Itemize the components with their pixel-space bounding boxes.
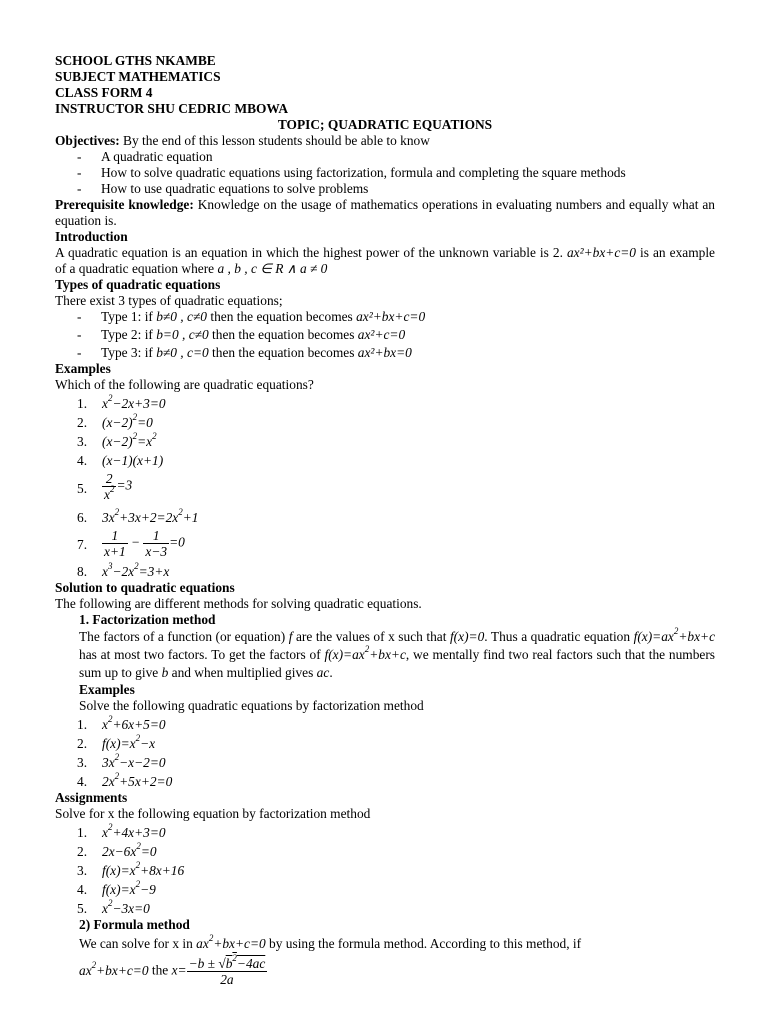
type-item: - Type 1: if b≠0 , c≠0 then the equation becomes ax²+bx+c=0 xyxy=(55,309,715,325)
method1-examples-intro: Solve the following quadratic equations by factorization method xyxy=(79,698,424,713)
method1-examples-heading: Examples xyxy=(79,682,135,697)
solution-heading: Solution to quadratic equations xyxy=(55,580,235,595)
example-item: 7. $\frac{1}{x+1}$ − $\frac{1}{x-3}$ =0 xyxy=(77,528,185,559)
example-item: 4. (x−1)(x+1) xyxy=(77,453,164,468)
example-item: 3. $(x-2)^2=x^2$ xyxy=(77,431,157,449)
objective-item: - How to solve quadratic equations using factorization, formula and completing the square methods xyxy=(55,165,715,181)
topic-title: TOPIC; QUADRATIC EQUATIONS xyxy=(277,117,493,132)
method1-paragraph: The factors of a function (or equation) f are the values of x such that f(x)=0. Thus a quadratic equation $f(x)=ax^2+bx+c$ has at most two factors. To get the factors of $f(x)=ax^2+bx+c$, we mentally find two real factors such that the numbers sum up to give b and when multiplied gives ac. xyxy=(79,626,716,680)
assignment-item: 4. $f(x)=x^2-9$ xyxy=(77,879,156,897)
introduction-heading: Introduction xyxy=(55,229,128,244)
class-line: CLASS FORM 4 xyxy=(55,85,153,100)
formula-line: $ax^2+bx+c=0$ the x= $\frac{-b \pm √b^2-4ac}{2a}$ xyxy=(79,953,266,987)
document-page xyxy=(55,53,715,987)
examples-question: Which of the following are quadratic equations? xyxy=(55,377,314,392)
school-line: SCHOOL GTHS NKAMBE xyxy=(55,53,216,68)
prerequisite-paragraph: Prerequisite knowledge: Knowledge on the usage of mathematics operations in evaluating numbers and equally what an equation is. xyxy=(55,197,715,228)
assignment-item: 5. $x^2-3x=0$ xyxy=(77,898,150,916)
factor-example: 2. $f(x)=x^2-x$ xyxy=(77,733,156,751)
objectives-line: Objectives: By the end of this lesson students should be able to know xyxy=(55,133,430,148)
type-item: - Type 3: if b≠0 , c=0 then the equation becomes ax²+bx=0 xyxy=(55,345,715,361)
objective-item: - How to use quadratic equations to solve problems xyxy=(55,181,715,197)
objective-item: - A quadratic equation xyxy=(55,149,715,165)
assignment-item: 2. $2x-6x^2=0$ xyxy=(77,841,157,859)
assignment-item: 1. $x^2+4x+3=0$ xyxy=(77,822,166,840)
types-intro: There exist 3 types of quadratic equations; xyxy=(55,293,283,308)
instructor-line: INSTRUCTOR SHU CEDRIC MBOWA xyxy=(55,101,289,116)
subject-line: SUBJECT MATHEMATICS xyxy=(55,69,221,84)
assignments-heading: Assignments xyxy=(55,790,128,805)
example-item: 2. $(x-2)^2=0$ xyxy=(77,412,153,430)
method2-paragraph: We can solve for x in $ax^2+bx+c=0$ by using the formula method. According to this method, if xyxy=(79,933,582,951)
example-item: 8. $x^3-2x^2=3+x$ xyxy=(77,561,170,579)
example-item: 1. $x^2-2x+3=0$ xyxy=(77,393,166,411)
introduction-paragraph: A quadratic equation is an equation in which the highest power of the unknown variable is 2. ax²+bx+c=0 is an example of a quadratic equation where a , b , c ∈ R ∧ a ≠ 0 xyxy=(55,245,715,276)
factor-example: 4. $2x^2+5x+2=0$ xyxy=(77,771,173,789)
assignments-intro: Solve for x the following equation by factorization method xyxy=(55,806,371,821)
example-item: 6. $3x^2+3x+2=2x^2+1$ xyxy=(77,507,199,525)
factor-example: 1. $x^2+6x+5=0$ xyxy=(77,714,166,732)
example-item: 5. $\frac{2}{x^2}$ =3 xyxy=(77,471,133,502)
solution-intro: The following are different methods for solving quadratic equations. xyxy=(55,596,422,611)
type-item: - Type 2: if b=0 , c≠0 then the equation becomes ax²+c=0 xyxy=(55,327,715,343)
examples-heading: Examples xyxy=(55,361,111,376)
assignment-item: 3. $f(x)=x^2+8x+16$ xyxy=(77,860,185,878)
types-heading: Types of quadratic equations xyxy=(55,277,221,292)
factor-example: 3. $3x^2-x-2=0$ xyxy=(77,752,166,770)
method2-title: 2) Formula method xyxy=(79,917,190,932)
quadratic-formula: $\frac{-b \pm √b^2-4ac}{2a}$ xyxy=(188,953,266,987)
method1-title: 1. Factorization method xyxy=(79,612,216,627)
